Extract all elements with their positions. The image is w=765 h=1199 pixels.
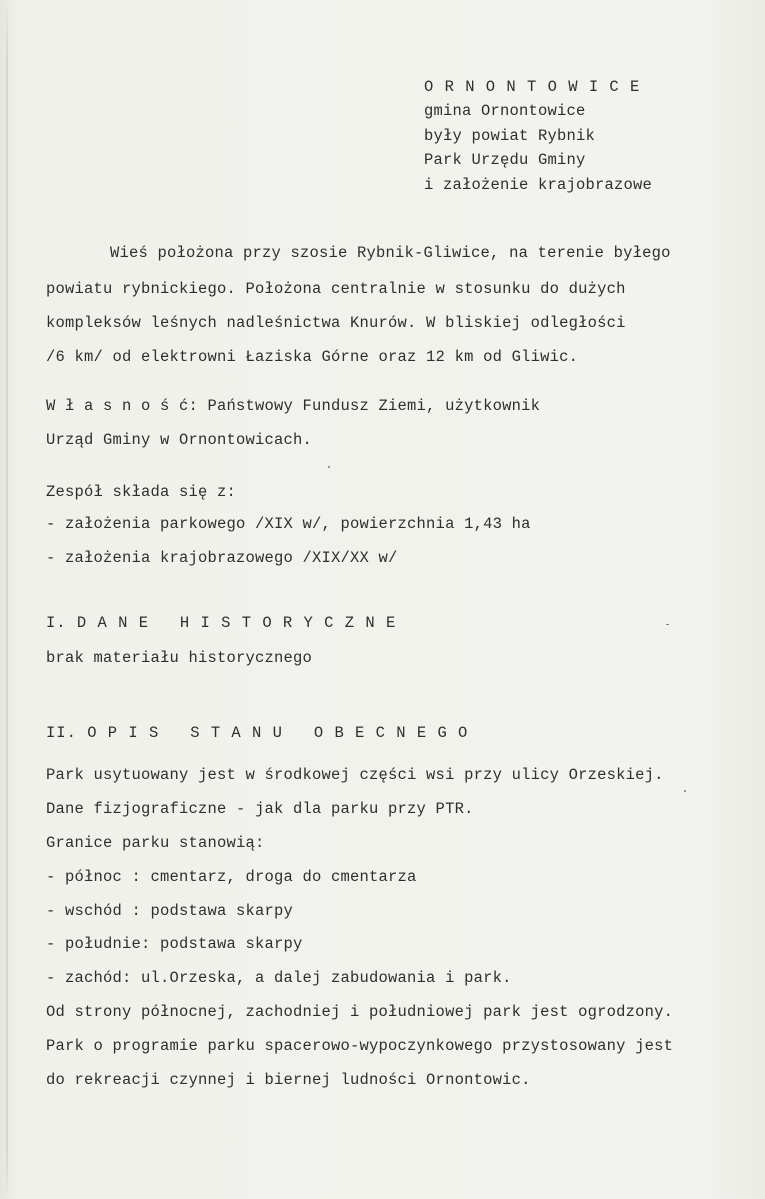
section-2-line-10: do rekreacji czynnej i biernej ludności Ornontowic. [46,1071,531,1089]
ownership-line-1: W ł a s n o ś ć: Państwowy Fundusz Ziemi, użytkownik [46,397,541,415]
section-1-title: I. D A N E H I S T O R Y C Z N E [46,614,397,632]
section-2-title: II. O P I S S T A N U O B E C N E G O [46,724,469,742]
boundary-east: - wschód : podstawa skarpy [46,902,294,920]
park-name-line: Park Urzędu Gminy [424,151,586,169]
intro-line-2: powiatu rybnickiego. Położona centralnie w stosunku do dużych [46,280,626,298]
composition-item-1: - założenia parkowego /XIX w/, powierzchnia 1,43 ha [46,515,531,533]
section-2-line-1: Park usytuowany jest w środkowej części wsi przy ulicy Orzeskiej. [46,766,664,784]
paper-mark [328,466,330,468]
paper-mark [684,790,686,792]
paper-mark [666,624,669,625]
composition-item-2: - założenia krajobrazowego /XIX/XX w/ [46,549,398,567]
binding-edge [6,0,8,1199]
section-2-line-8: Od strony północnej, zachodniej i południowej park jest ogrodzony. [46,1003,674,1021]
section-2-line-2: Dane fizjograficzne - jak dla parku przy PTR. [46,800,474,818]
section-2-line-3: Granice parku stanowią: [46,834,265,852]
intro-line-3: kompleksów leśnych nadleśnictwa Knurów. W bliskiej odległości [46,314,626,332]
section-2-line-9: Park o programie parku spacerowo-wypoczynkowego przystosowany jest [46,1037,674,1055]
intro-line-1: Wieś położona przy szosie Rybnik-Gliwice, na terenie byłego [110,244,671,262]
boundary-west: - zachód: ul.Orzeska, a dalej zabudowania i park. [46,969,512,987]
boundary-north: - północ : cmentarz, droga do cmentarza [46,868,417,886]
landscape-line: i założenie krajobrazowe [424,176,653,194]
composition-title: Zespół składa się z: [46,483,237,501]
section-1-text: brak materiału historycznego [46,649,313,667]
ownership-line-2: Urząd Gminy w Ornontowicach. [46,431,313,449]
district-line: były powiat Rybnik [424,127,596,145]
village-heading: O R N O N T O W I C E [424,78,641,96]
commune-line: gmina Ornontowice [424,102,586,120]
boundary-south: - południe: podstawa skarpy [46,935,303,953]
intro-line-4: /6 km/ od elektrowni Łaziska Górne oraz 12 km od Gliwic. [46,348,579,366]
